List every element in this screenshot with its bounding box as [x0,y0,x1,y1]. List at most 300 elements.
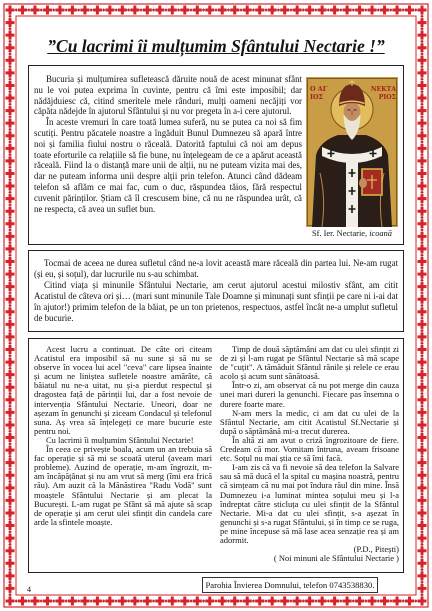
border-diamond [64,599,68,603]
border-cross [6,119,15,128]
border-cross [418,546,427,555]
border-diamond [420,279,424,283]
border-cross [380,597,389,606]
border-diamond [420,543,424,547]
border-diamond [152,599,156,603]
border-cross [368,6,377,15]
page-title: ”Cu lacrimi îi mulțumim Sfântului Nectarie !” [47,36,385,56]
border-diamond [252,8,256,12]
icon-lettering-right: ΝΕΚΤΑ [370,86,396,93]
border-diamond [420,165,424,169]
border-cross [405,597,414,606]
border-cross [343,6,352,15]
border-diamond [420,354,424,358]
border-cross [130,6,139,15]
border-cross [418,219,427,228]
border-cross [418,483,427,492]
icon-caption [301,229,403,239]
border-diamond [8,455,12,459]
border-cross [6,282,15,291]
border-diamond [420,467,424,471]
border-cross [418,458,427,467]
border-diamond [420,216,424,220]
border-diamond [39,599,43,603]
border-cross [55,597,64,606]
border-cross [230,6,239,15]
border-diamond [264,8,268,12]
author-signature: (P.D., Pitești) [353,544,399,555]
border-cross [418,597,427,606]
border-diamond [52,599,56,603]
border-cross [6,496,15,505]
border-diamond [8,316,12,320]
border-diamond [414,599,418,603]
border-diamond [401,8,405,12]
border-cross [418,496,427,505]
border-cross [243,6,252,15]
border-diamond [202,599,206,603]
border-cross [6,546,15,555]
border-diamond [8,417,12,421]
border-cross [418,94,427,103]
border-cross [205,597,214,606]
border-cross [418,43,427,52]
border-diamond [164,599,168,603]
border-diamond [252,599,256,603]
middle-paragraph: Citind viața și minunile Sfântului Nectarie, am cerut ajutorul acestui milostiv sfânt, am citit Acatistul de câteva ori și… (mari sunt minunile Tale Doamne și minunați sunt sfinții pe care ni i-ai dat în ajutor!) primim telefon de la băiat, pe un ton prietenos, respectuos, astfel încât ne-a umplut sufletul de bucurie. [34,279,398,323]
border-cross [6,571,15,580]
border-cross [418,144,427,153]
border-cross [418,244,427,253]
border-cross [268,597,277,606]
story-left-column [34,345,212,527]
border-diamond [102,8,106,12]
border-cross [418,521,427,530]
border-diamond [8,128,12,132]
border-cross [93,597,102,606]
border-cross [118,6,127,15]
border-cross [30,597,39,606]
border-cross [230,597,239,606]
border-cross [6,6,15,15]
border-diamond [164,8,168,12]
middle-box [28,250,404,332]
border-cross [418,232,427,241]
border-cross [6,219,15,228]
source-note: ( Noi minuni ale Sfântului Nectarie ) [273,553,399,564]
intro-box [28,65,404,245]
border-diamond [8,543,12,547]
footer-parish-text: Parohia Învierea Domnului, telefon 0743538830. [205,580,375,590]
border-cross [418,31,427,40]
border-cross [418,571,427,580]
border-diamond [420,367,424,371]
border-cross [330,597,339,606]
border-cross [168,597,177,606]
icon-hand [359,178,367,188]
border-cross [205,6,214,15]
border-diamond [277,599,281,603]
border-diamond [289,8,293,12]
border-cross [355,597,364,606]
border-cross [418,282,427,291]
border-cross [418,119,427,128]
intro-paragraph: În aceste vremuri în care toată lumea suferă, nu se putea ca noi să fim scutiți. Pentru păcatele noastre a îngăduit Bunul Dumnezeu să apară între noi și familia fiului nostru o răceală. Datorită faptului că noi am depus toate eforturile ca relațiile să fie bune, nu înțelegeam de ce a apărut această răceală. Fiind la o distanță mare unii de alții, nu ne puteam vizita mai des, dar ne puteam informa unii despre alții prin telefon. Atunci când dădeam telefon să aflăm ce mai fac, cum o duc, răspundea tăios, fără respectul cuvenit părinților. Știam că îl crescusem bine, că nu ne răspundea urât, că ne respecta, că avea un suflet bun. [34,117,302,214]
border-cross [6,458,15,467]
border-cross [280,6,289,15]
border-cross [418,307,427,316]
border-cross [418,408,427,417]
border-cross [6,131,15,140]
border-diamond [377,8,381,12]
border-diamond [420,379,424,383]
border-diamond [177,599,181,603]
middle-text [34,258,398,323]
border-diamond [420,404,424,408]
border-diamond [8,52,12,56]
border-diamond [420,555,424,559]
story-paragraph: Într-o zi, am observat că nu pot merge din cauza unei mari dureri la genunchi. Fiecare pas însemna o durere foarte mare. [220,380,399,409]
border-cross [180,597,189,606]
border-cross [343,597,352,606]
border-cross [418,471,427,480]
border-diamond [214,8,218,12]
border-diamond [8,530,12,534]
border-diamond [114,8,118,12]
border-cross [418,56,427,65]
border-cross [6,395,15,404]
border-cross [418,81,427,90]
border-diamond [8,329,12,333]
border-cross [418,383,427,392]
border-cross [6,345,15,354]
border-diamond [302,599,306,603]
border-cross [418,320,427,329]
border-diamond [139,599,143,603]
border-cross [418,508,427,517]
border-diamond [8,505,12,509]
border-diamond [420,580,424,584]
border-cross [6,433,15,442]
story-paragraph: Timp de două săptămâni am dat cu ulei sfințit zi de zi și l-am rugat pe Sfântul Nectarie să mă scape de "cuțit". A tămăduit Sfântul rănile și relele ce erau acolo și acum sunt sănătoasă. [220,344,399,382]
border-diamond [420,417,424,421]
border-cross [418,358,427,367]
border-diamond [39,8,43,12]
border-diamond [8,153,12,157]
border-diamond [420,228,424,232]
border-cross [6,471,15,480]
border-diamond [339,8,343,12]
border-cross [6,18,15,27]
story-paragraph: Acest lucru a continuat. De câte ori citeam Acatistul era imposibil să nu sune și să nu se observe în vocea lui acel "ceva" care lipsea înainte și acum ne liniștea sufletele noastre amărâte, că băiatul nu ne-a uitat, nu și-a pierdut respectul și dragostea față de părinții lui, dar a fost nevoie de intervenția Sfântului Nectarie. Uneori, doar ne așezam în genunchi și ziceam Condacul și telefonul suna. Aș vrea să înțelegeți ce mare bucurie este pentru noi. [34,344,212,436]
border-cross [418,295,427,304]
border-cross [243,597,252,606]
border-diamond [314,599,318,603]
border-diamond [8,354,12,358]
footer-parish-box [202,577,378,593]
border-cross [6,521,15,530]
border-diamond [352,8,356,12]
story-paragraph: În altă zi am avut o criză îngrozitoare de fiere. Credeam că mor. Vomitam întruna, aveam frisoane etc. Soțul nu mai știa ce să îmi facă. [220,434,399,464]
border-cross [6,232,15,241]
border-cross [418,156,427,165]
border-cross [6,43,15,52]
border-diamond [420,505,424,509]
border-diamond [420,291,424,295]
border-cross [6,332,15,341]
border-diamond [8,291,12,295]
border-cross [43,6,52,15]
border-diamond [8,467,12,471]
border-cross [6,483,15,492]
border-diamond [8,279,12,283]
border-diamond [389,599,393,603]
border-cross [6,584,15,593]
border-diamond [214,599,218,603]
border-diamond [420,203,424,207]
border-diamond [8,266,12,270]
border-diamond [239,599,243,603]
icon-lettering-right: ΡΙΟΣ [378,94,396,101]
border-cross [218,6,227,15]
border-diamond [8,392,12,396]
border-diamond [420,191,424,195]
border-cross [6,56,15,65]
border-cross [418,169,427,178]
border-diamond [314,8,318,12]
border-diamond [420,492,424,496]
border-diamond [420,77,424,81]
border-diamond [420,103,424,107]
border-cross [418,420,427,429]
border-diamond [389,8,393,12]
border-diamond [420,304,424,308]
border-diamond [8,216,12,220]
caption-emphasis: icoană [369,229,392,238]
border-cross [6,106,15,115]
border-diamond [189,8,193,12]
border-cross [418,131,427,140]
border-diamond [14,599,18,603]
border-diamond [227,8,231,12]
border-diamond [420,253,424,257]
border-diamond [420,593,424,597]
border-cross [418,395,427,404]
border-diamond [89,599,93,603]
border-cross [418,18,427,27]
border-cross [6,446,15,455]
border-diamond [202,8,206,12]
border-diamond [8,480,12,484]
border-diamond [420,128,424,132]
border-cross [418,270,427,279]
border-diamond [8,304,12,308]
border-cross [280,597,289,606]
border-cross [155,6,164,15]
border-diamond [289,599,293,603]
border-diamond [327,8,331,12]
border-diamond [8,178,12,182]
border-diamond [102,599,106,603]
border-diamond [8,165,12,169]
border-cross [218,597,227,606]
border-diamond [8,429,12,433]
border-cross [105,597,114,606]
border-cross [68,6,77,15]
intro-text [34,74,302,214]
border-diamond [8,492,12,496]
border-cross [6,156,15,165]
border-cross [418,584,427,593]
border-cross [93,6,102,15]
border-cross [6,94,15,103]
border-diamond [27,599,31,603]
border-diamond [420,27,424,31]
border-cross [6,408,15,417]
border-cross [418,207,427,216]
border-diamond [8,568,12,572]
border-diamond [8,90,12,94]
border-cross [418,6,427,15]
border-diamond [64,8,68,12]
border-diamond [420,14,424,18]
story-box [28,338,404,573]
border-diamond [8,203,12,207]
border-cross [18,597,27,606]
border-cross [6,144,15,153]
border-cross [30,6,39,15]
border-cross [180,6,189,15]
border-cross [68,597,77,606]
border-diamond [420,52,424,56]
border-diamond [77,8,81,12]
icon-lettering-left: ΙΟΣ [310,93,324,101]
border-cross [6,68,15,77]
border-diamond [339,599,343,603]
border-diamond [189,599,193,603]
border-cross [418,559,427,568]
border-diamond [8,341,12,345]
border-cross [130,597,139,606]
border-diamond [401,599,405,603]
border-diamond [8,580,12,584]
border-diamond [8,555,12,559]
border-cross [255,6,264,15]
border-cross [368,597,377,606]
border-cross [6,295,15,304]
border-cross [18,6,27,15]
border-diamond [14,8,18,12]
border-diamond [127,599,131,603]
border-diamond [8,40,12,44]
border-diamond [420,530,424,534]
border-cross [418,257,427,266]
border-cross [418,446,427,455]
border-cross [193,597,202,606]
border-cross [6,320,15,329]
border-diamond [139,8,143,12]
border-diamond [420,392,424,396]
border-diamond [239,8,243,12]
border-cross [418,370,427,379]
border-diamond [420,329,424,333]
border-diamond [414,8,418,12]
border-diamond [8,14,12,18]
border-diamond [420,266,424,270]
border-cross [155,597,164,606]
border-cross [6,81,15,90]
border-cross [6,270,15,279]
border-cross [393,6,402,15]
border-diamond [8,228,12,232]
border-diamond [364,599,368,603]
border-diamond [420,455,424,459]
border-diamond [420,178,424,182]
border-diamond [114,599,118,603]
story-paragraph: N-am mers la medic, ci am dat cu ulei de la Sfântul Nectarie, am citit Acatistul Sf.Nectarie și după o săptămână mi-a trecut durerea. [220,407,399,436]
border-diamond [277,8,281,12]
border-cross [6,307,15,316]
border-diamond [420,316,424,320]
border-diamond [177,8,181,12]
border-diamond [420,140,424,144]
border-diamond [77,599,81,603]
border-cross [6,559,15,568]
border-cross [105,6,114,15]
border-cross [193,6,202,15]
border-diamond [8,103,12,107]
border-cross [6,207,15,216]
border-diamond [27,8,31,12]
border-diamond [8,27,12,31]
border-cross [293,6,302,15]
border-cross [6,182,15,191]
story-paragraph: În ceea ce privește boala, acum un an trebuia să fac operație și să mi se scoată uterul (aveam mari probleme). Auzind de operație, m-am îngrozit, m-am încăpățânat și nu am vrut să merg (îmi era frică rău). Am auzit că la Mănăstirea "Radu Vodă" sunt moaștele Sfântului Nectarie și am plecat la București. L-am rugat pe Sfânt să mă ajute să scap de operație și am cerut ulei sfințit din candela care arde la sfintele moaște. [34,444,212,527]
border-diamond [152,8,156,12]
border-cross [6,169,15,178]
border-diamond [8,379,12,383]
border-diamond [8,191,12,195]
border-cross [6,383,15,392]
border-cross [418,182,427,191]
border-diamond [420,341,424,345]
border-diamond [8,253,12,257]
border-diamond [8,593,12,597]
border-cross [6,358,15,367]
border-cross [6,244,15,253]
border-cross [418,68,427,77]
border-diamond [8,241,12,245]
border-cross [380,6,389,15]
border-diamond [420,480,424,484]
border-diamond [8,367,12,371]
border-diamond [264,599,268,603]
border-cross [305,6,314,15]
border-cross [43,597,52,606]
border-diamond [420,241,424,245]
border-cross [405,6,414,15]
border-cross [318,6,327,15]
border-diamond [52,8,56,12]
border-cross [6,508,15,517]
border-diamond [420,442,424,446]
page-number: 4 [27,585,31,594]
border-diamond [420,568,424,572]
border-cross [355,6,364,15]
border-cross [330,6,339,15]
border-cross [55,6,64,15]
border-diamond [8,77,12,81]
